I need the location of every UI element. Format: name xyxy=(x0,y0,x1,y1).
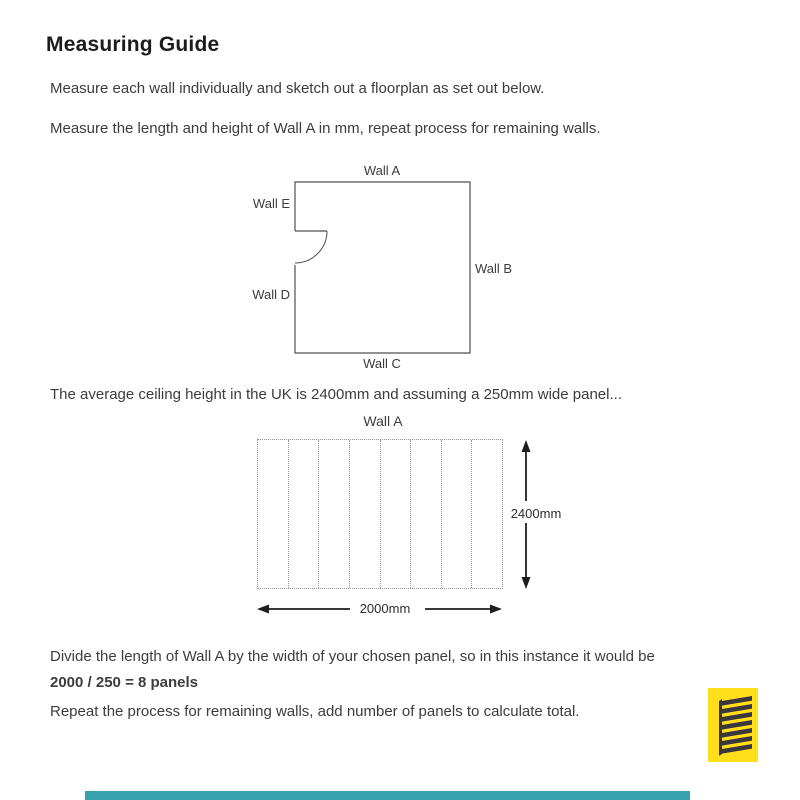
wall-b-label: Wall B xyxy=(475,261,513,276)
panel-cell xyxy=(411,440,442,588)
divide-note: Divide the length of Wall A by the width of your chosen panel, so in this instance it would be xyxy=(50,648,655,665)
logo-slats-icon xyxy=(708,688,758,762)
floorplan-walls xyxy=(295,182,470,353)
panel-cell xyxy=(258,440,289,588)
footer-accent-bar xyxy=(85,791,690,800)
wall-a-label: Wall A xyxy=(363,163,401,178)
right-arrowhead-icon xyxy=(490,605,502,614)
panel-cell xyxy=(319,440,350,588)
door-swing-arc xyxy=(295,231,327,263)
stacked-panels-logo xyxy=(708,688,758,762)
down-arrowhead-icon xyxy=(522,577,531,589)
panel-cell xyxy=(442,440,473,588)
ceiling-note: The average ceiling height in the UK is 2400mm and assuming a 250mm wide panel... xyxy=(50,386,622,403)
panel-cell xyxy=(289,440,320,588)
repeat-note: Repeat the process for remaining walls, add number of panels to calculate total. xyxy=(50,703,580,720)
wall-c-label: Wall C xyxy=(363,356,401,371)
panel-diagram-title: Wall A xyxy=(363,413,403,429)
height-dimension-label: 2400mm xyxy=(510,506,562,521)
panel-cell xyxy=(350,440,381,588)
page-title: Measuring Guide xyxy=(46,33,220,56)
wall-d-label: Wall D xyxy=(252,287,290,302)
formula-text: 2000 / 250 = 8 panels xyxy=(50,674,199,691)
intro-paragraph-1: Measure each wall individually and sketch out a floorplan as set out below. xyxy=(50,80,545,97)
up-arrowhead-icon xyxy=(522,440,531,452)
intro-paragraph-2: Measure the length and height of Wall A in mm, repeat process for remaining walls. xyxy=(50,120,601,137)
wall-e-label: Wall E xyxy=(252,196,290,211)
panel-cell xyxy=(381,440,412,588)
left-arrowhead-icon xyxy=(257,605,269,614)
panel-cell xyxy=(472,440,502,588)
panel-grid xyxy=(257,439,503,589)
width-dimension-label: 2000mm xyxy=(359,601,411,616)
